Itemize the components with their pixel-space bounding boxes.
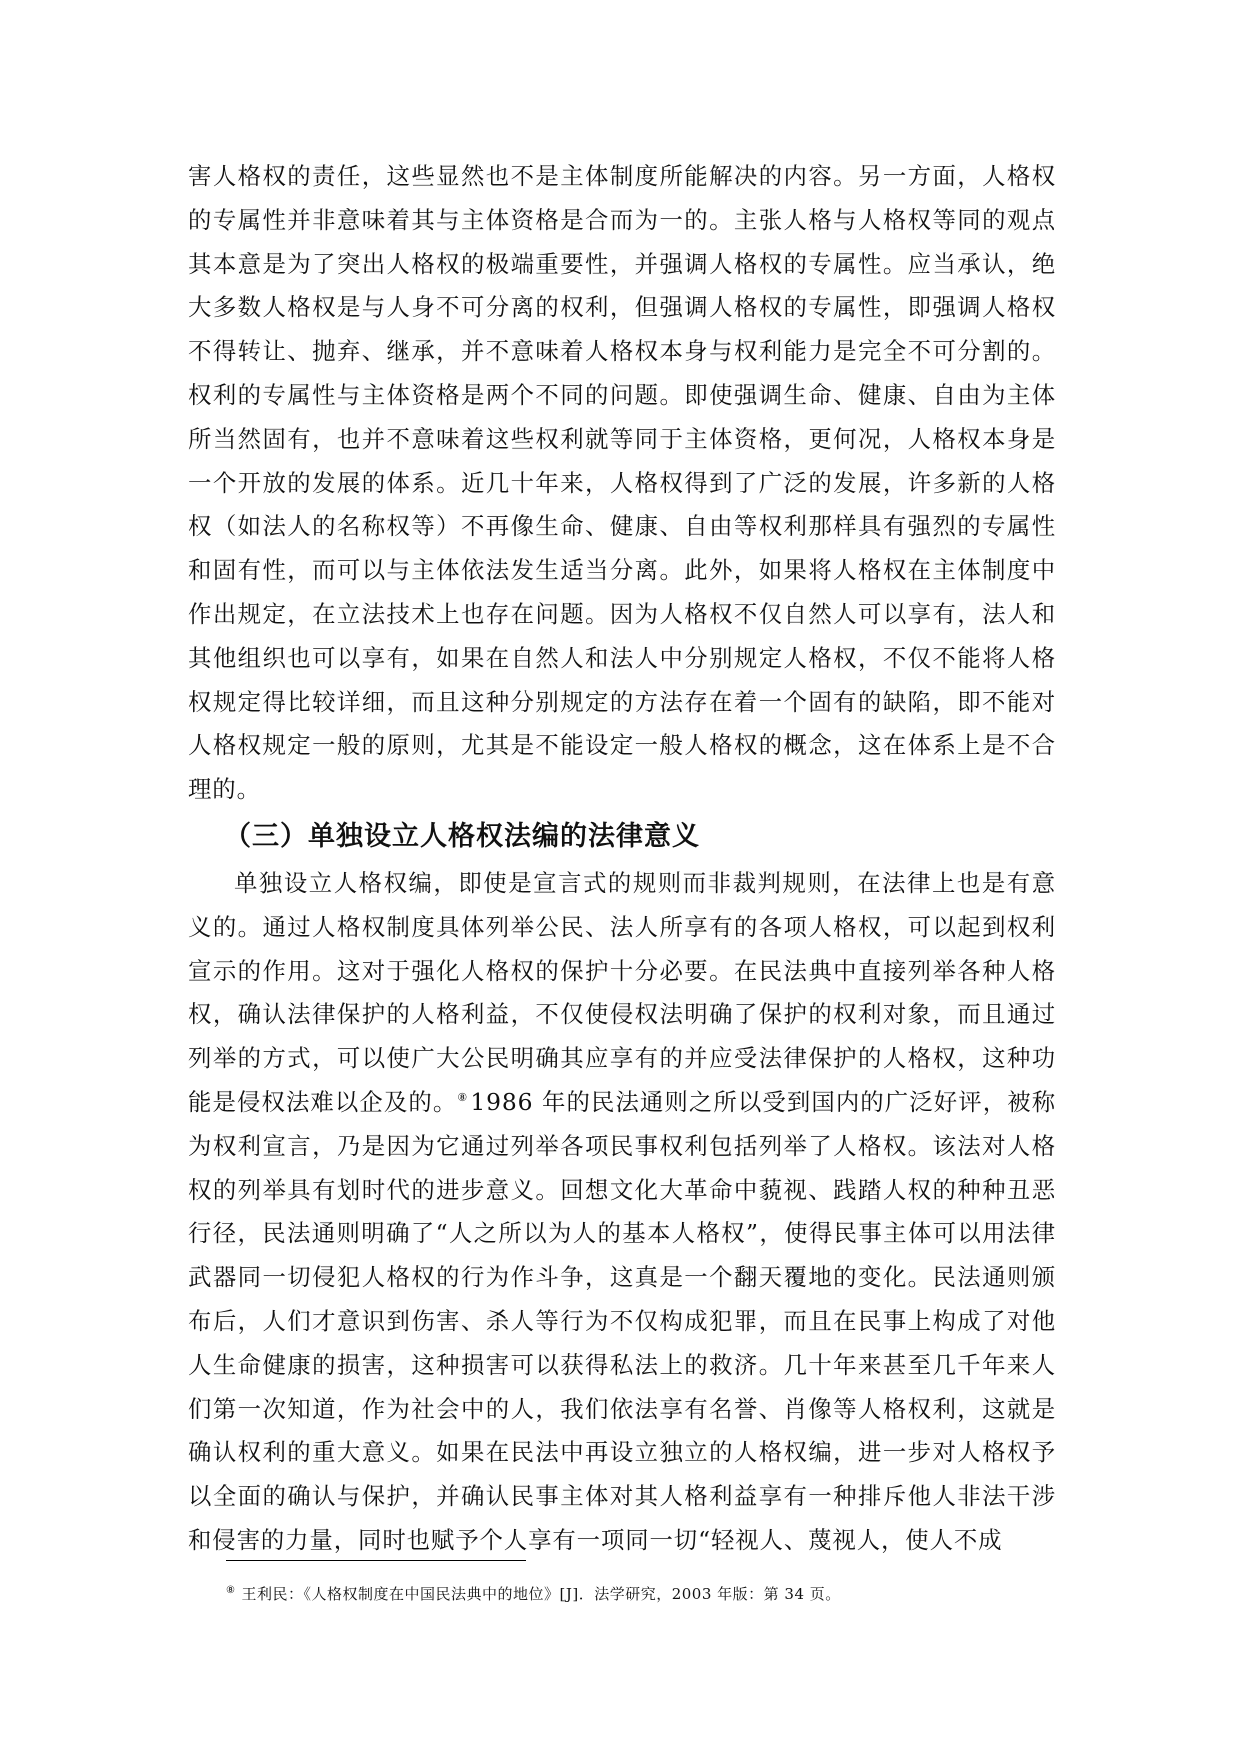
footnote-text: 王利民：《人格权制度在中国民法典中的地位》[J]．法学研究，2003 年版：第 34 页。 <box>241 1585 841 1603</box>
body-text <box>188 155 1056 1563</box>
footnote <box>226 1583 841 1605</box>
footnote-mark: ⑧ <box>226 1585 236 1596</box>
footnote-separator <box>226 1560 526 1561</box>
section-heading: （三）单独设立人格权法编的法律意义 <box>224 820 700 852</box>
paragraph-text-part-1: 单独设立人格权编，即使是宣言式的规则而非裁判规则，在法律上也是有意义的。通过人格权制度具体列举公民、法人所享有的各项人格权，可以起到权利宣示的作用。这对于强化人格权的保护十分必要。在民法典中直接列举各种人格权，确认法律保护的人格利益，不仅使侵权法明确了保护的权利对象，而且通过列举的方式，可以使广大公民明确其应享有的并应受法律保护的人格权，这种功能是侵权法难以企及的。 <box>188 868 1056 1116</box>
footnote-reference[interactable]: ⑧ <box>457 1091 469 1105</box>
paragraph-section-body <box>188 862 1056 1563</box>
paragraph-text-part-2: 1986 年的民法通则之所以受到国内的广泛好评，被称为权利宣言，乃是因为它通过列举各项民事权利包括列举了人格权。该法对人格权的列举具有划时代的进步意义。回想文化大革命中藐视、践踏人权的种种丑恶行径，民法通则明确了“人之所以为人的基本人格权”，使得民事主体可以用法律武器同一切侵犯人格权的行为作斗争，这真是一个翻天覆地的变化。民法通则颁布后，人们才意识到伤害、杀人等行为不仅构成犯罪，而且在民事上构成了对他人生命健康的损害，这种损害可以获得私法上的救济。几十年来甚至几千年来人们第一次知道，作为社会中的人，我们依法享有名誉、肖像等人格权利，这就是确认权利的重大意义。如果在民法中再设立独立的人格权编，进一步对人格权予以全面的确认与保护，并确认民事主体对其人格利益享有一种排斥他人非法干涉和侵害的力量，同时也赋予个人享有一项同一切“轻视人、蔑视人，使人不成 <box>188 1087 1056 1554</box>
paragraph-continued: 害人格权的责任，这些显然也不是主体制度所能解决的内容。另一方面，人格权的专属性并非意味着其与主体资格是合而为一的。主张人格与人格权等同的观点其本意是为了突出人格权的极端重要性，并强调人格权的专属性。应当承认，绝大多数人格权是与人身不可分离的权利，但强调人格权的专属性，即强调人格权不得转让、抛弃、继承，并不意味着人格权本身与权利能力是完全不可分割的。权利的专属性与主体资格是两个不同的问题。即使强调生命、健康、自由为主体所当然固有，也并不意味着这些权利就等同于主体资格，更何况，人格权本身是一个开放的发展的体系。近几十年来，人格权得到了广泛的发展，许多新的人格权（如法人的名称权等）不再像生命、健康、自由等权利那样具有强烈的专属性和固有性，而可以与主体依法发生适当分离。此外，如果将人格权在主体制度中作出规定，在立法技术上也存在问题。因为人格权不仅自然人可以享有，法人和其他组织也可以享有，如果在自然人和法人中分别规定人格权，不仅不能将人格权规定得比较详细，而且这种分别规定的方法存在着一个固有的缺陷，即不能对人格权规定一般的原则，尤其是不能设定一般人格权的概念，这在体系上是不合理的。 <box>188 162 1056 804</box>
